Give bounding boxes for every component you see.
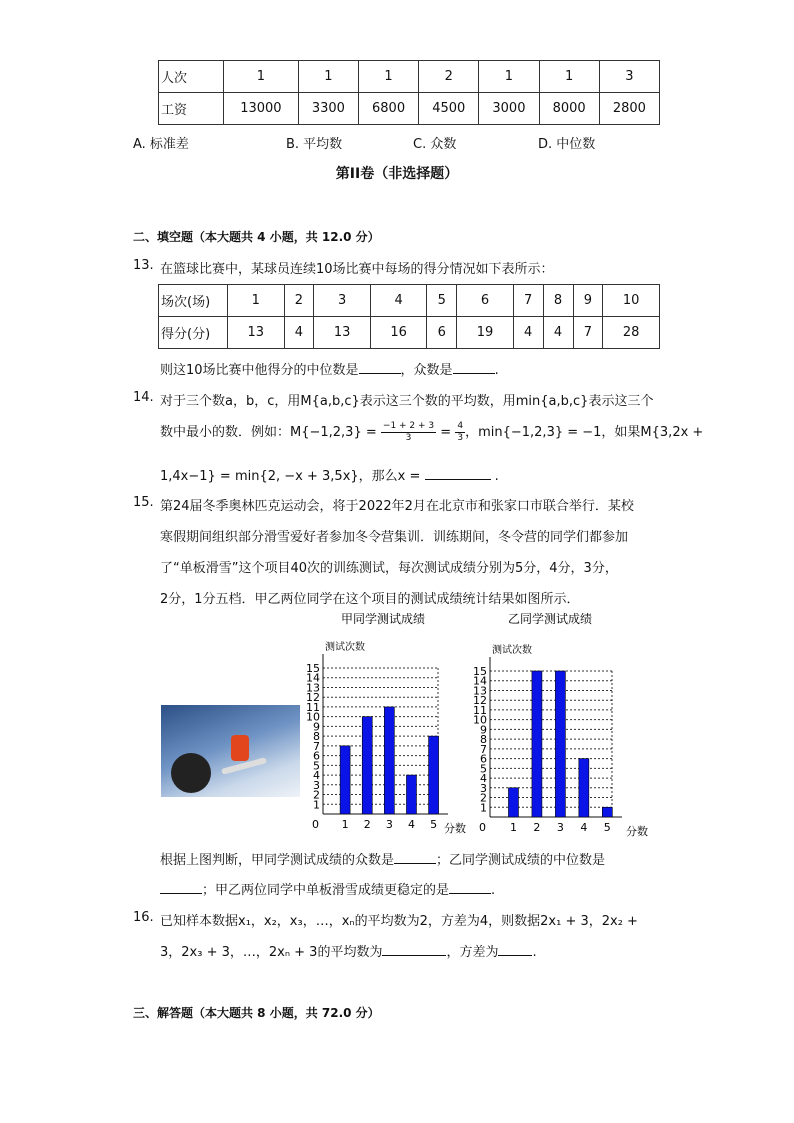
option-d: D. 中位数: [538, 137, 596, 152]
text: ；乙同学测试成绩的中位数是: [436, 853, 606, 868]
y-tick-label: 14: [306, 671, 320, 685]
cell: 2: [284, 285, 314, 317]
origin-label: 0: [479, 821, 486, 834]
bar: [406, 775, 416, 814]
x-tick-label: 1: [509, 821, 517, 834]
cell: 4: [513, 317, 543, 349]
cell: 2: [419, 61, 479, 93]
cell: 1: [224, 61, 299, 93]
question-number: 16.: [133, 910, 154, 925]
cell: 3300: [298, 93, 358, 125]
section-heading: 二、填空题（本大题共 4 小题，共 12.0 分）: [133, 230, 380, 244]
question-text: 对于三个数a，b，c，用M{a,b,c}表示这三个数的平均数，用min{a,b,c}表示这三个: [160, 394, 654, 409]
option-c: C. 众数: [413, 137, 457, 152]
x-axis-label: 分数: [626, 825, 648, 838]
text: ，众数是: [400, 363, 453, 378]
answer-blank[interactable]: [453, 361, 495, 374]
answer-blank[interactable]: [394, 851, 436, 864]
y-tick-label: 1: [313, 798, 320, 812]
cell: 2800: [599, 93, 659, 125]
text: .: [532, 945, 537, 960]
y-tick-label: 4: [313, 769, 320, 783]
y-tick-label: 15: [306, 662, 320, 675]
y-tick-label: 6: [480, 752, 487, 766]
question-text: 已知样本数据x₁，x₂，x₃，…，xₙ的平均数为2，方差为4，则数据2x₁ + 3，2x₂ +: [160, 914, 638, 929]
question-text: 第24届冬季奥林匹克运动会，将于2022年2月在北京市和张家口市联合举行．某校: [160, 499, 634, 514]
snowboard-photo: [161, 705, 300, 797]
cell: 8000: [539, 93, 599, 125]
bar: [384, 707, 394, 814]
cell: 3000: [479, 93, 539, 125]
y-tick-label: 6: [313, 749, 320, 763]
cell: 13: [314, 317, 371, 349]
question-text: [160, 421, 703, 444]
cell: 13: [228, 317, 285, 349]
part-title: 第II卷（非选择题）: [335, 166, 459, 182]
cell: 6800: [358, 93, 418, 125]
text: .: [494, 469, 499, 484]
x-tick-label: 1: [341, 818, 349, 831]
answer-line: [160, 849, 605, 868]
question-text: [160, 941, 537, 960]
x-tick-label: 2: [533, 821, 541, 834]
y-tick-label: 12: [306, 691, 320, 705]
cell: 9: [573, 285, 603, 317]
cell: 7: [573, 317, 603, 349]
bar-charts: [290, 605, 660, 840]
option-a: A. 标准差: [133, 137, 189, 152]
text: .: [491, 883, 496, 898]
cell: 5: [427, 285, 457, 317]
y-tick-label: 5: [480, 762, 487, 776]
table-row: [159, 61, 660, 93]
bar: [555, 671, 565, 817]
y-tick-label: 8: [313, 730, 320, 744]
y-tick-label: 11: [306, 700, 320, 714]
bar: [602, 807, 612, 817]
question-number: 14.: [133, 390, 154, 405]
cell: 6: [427, 317, 457, 349]
chart-title: 乙同学测试成绩: [508, 612, 593, 626]
y-tick-label: 12: [473, 694, 487, 708]
y-tick-label: 11: [473, 703, 487, 717]
section-heading: 三、解答题（本大题共 8 小题，共 72.0 分）: [133, 1006, 380, 1020]
cell: 1: [298, 61, 358, 93]
y-axis-label: 测试次数: [492, 645, 532, 656]
question-text: 了“单板滑雪”这个项目40次的训练测试，每次测试成绩分别为5分，4分，3分，: [160, 561, 618, 576]
answer-blank[interactable]: [160, 881, 202, 894]
text: ，方差为: [446, 945, 499, 960]
fraction: [381, 421, 436, 444]
cell: 4: [543, 317, 573, 349]
bar: [532, 671, 542, 817]
cell: 7: [513, 285, 543, 317]
bar: [429, 736, 439, 814]
text: ；甲乙两位同学中单板滑雪成绩更稳定的是: [202, 883, 450, 898]
text: 3，2x₃ + 3，…，2xₙ + 3的平均数为: [160, 945, 383, 960]
answer-blank[interactable]: [382, 943, 446, 956]
x-tick-label: 5: [430, 818, 438, 831]
table-row: [159, 317, 660, 349]
answer-blank[interactable]: [449, 881, 491, 894]
row-header: 得分(分): [159, 317, 228, 349]
answer-blank[interactable]: [359, 361, 401, 374]
cell: 1: [539, 61, 599, 93]
text: .: [494, 363, 499, 378]
option-b: B. 平均数: [286, 137, 343, 152]
denominator: 3: [405, 433, 412, 443]
text: ，min{−1,2,3} = −1，如果M{3,2x +: [465, 425, 704, 440]
cell: 4: [370, 285, 427, 317]
y-tick-label: 10: [306, 710, 320, 724]
cell: 1: [228, 285, 285, 317]
question-number: 15.: [133, 495, 154, 510]
numerator: −1 + 2 + 3: [382, 421, 435, 431]
y-tick-label: 15: [473, 665, 487, 678]
table-row: [159, 93, 660, 125]
y-tick-label: 13: [473, 684, 487, 698]
origin-label: 0: [312, 818, 319, 831]
numerator: 4: [457, 421, 464, 431]
question-number: 13.: [133, 258, 154, 273]
cell: 6: [457, 285, 514, 317]
question-text: [160, 465, 499, 484]
fraction: [455, 421, 465, 444]
y-tick-label: 7: [480, 742, 487, 756]
x-tick-label: 2: [363, 818, 371, 831]
cell: 1: [358, 61, 418, 93]
cell: 19: [457, 317, 514, 349]
text: 根据上图判断，甲同学测试成绩的众数是: [160, 853, 395, 868]
y-axis-label: 测试次数: [325, 642, 365, 653]
x-tick-label: 4: [580, 821, 588, 834]
y-tick-label: 4: [480, 772, 487, 786]
cell: 28: [603, 317, 660, 349]
y-tick-label: 2: [480, 791, 487, 805]
denominator: 3: [457, 433, 464, 443]
answer-blank[interactable]: [425, 467, 491, 480]
y-tick-label: 10: [473, 713, 487, 727]
question-text: 2分，1分五档．甲乙两位同学在这个项目的测试成绩统计结果如图所示．: [160, 592, 580, 607]
cell: 3: [599, 61, 659, 93]
cell: 13000: [224, 93, 299, 125]
cell: 3: [314, 285, 371, 317]
x-axis-label: 分数: [444, 822, 466, 835]
answer-line: [160, 359, 499, 378]
x-tick-label: 3: [556, 821, 564, 834]
y-tick-label: 3: [313, 778, 320, 792]
x-tick-label: 4: [407, 818, 415, 831]
answer-line: [160, 879, 495, 898]
question-text: 在篮球比赛中，某球员连续10场比赛中每场的得分情况如下表所示：: [160, 262, 554, 277]
score-table: [158, 284, 660, 349]
cell: 4: [284, 317, 314, 349]
y-tick-label: 3: [480, 781, 487, 795]
answer-blank[interactable]: [498, 943, 532, 956]
y-tick-label: 1: [480, 801, 487, 815]
wage-table: [158, 60, 660, 125]
text: 则这10场比赛中他得分的中位数是: [160, 363, 359, 378]
cell: 1: [479, 61, 539, 93]
x-tick-label: 3: [385, 818, 393, 831]
bar: [362, 717, 372, 814]
text: 1,4x−1} = min{2, −x + 3,5x}，那么x =: [160, 469, 421, 484]
cell: 10: [603, 285, 660, 317]
cell: 4500: [419, 93, 479, 125]
row-header: 工资: [159, 93, 224, 125]
question-text: 寒假期间组织部分滑雪爱好者参加冬令营集训．训练期间，冬令营的同学们都参加: [160, 530, 629, 545]
y-tick-label: 9: [480, 723, 487, 737]
cell: 16: [370, 317, 427, 349]
y-tick-label: 14: [473, 674, 487, 688]
x-tick-label: 5: [603, 821, 611, 834]
y-tick-label: 9: [313, 720, 320, 734]
text: =: [440, 425, 452, 440]
y-tick-label: 5: [313, 759, 320, 773]
bar: [579, 759, 589, 817]
y-tick-label: 2: [313, 788, 320, 802]
y-tick-label: 7: [313, 739, 320, 753]
table-row: [159, 285, 660, 317]
text: 数中最小的数．例如：M{−1,2,3} =: [160, 425, 377, 440]
y-tick-label: 13: [306, 681, 320, 695]
bar: [340, 746, 350, 814]
y-tick-label: 8: [480, 733, 487, 747]
cell: 8: [543, 285, 573, 317]
bar: [508, 788, 518, 817]
row-header: 人次: [159, 61, 224, 93]
chart-title: 甲同学测试成绩: [341, 612, 426, 626]
row-header: 场次(场): [159, 285, 228, 317]
